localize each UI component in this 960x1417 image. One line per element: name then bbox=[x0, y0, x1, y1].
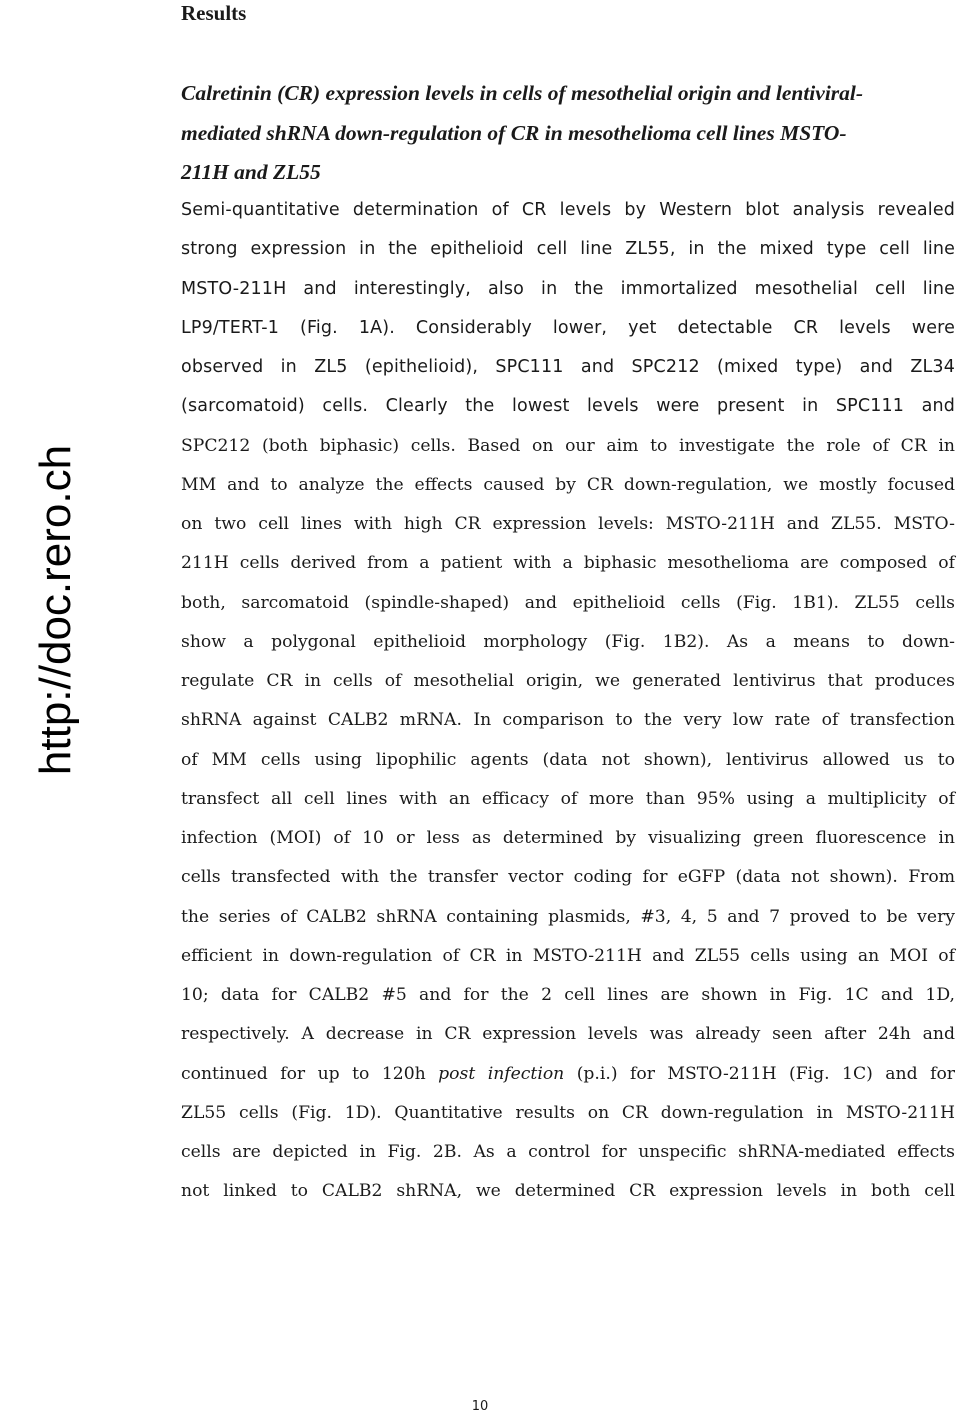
text-line: 10; data for CALB2 #5 and for the 2 cell lines are shown in Fig. 1C and 1D, bbox=[181, 985, 955, 1005]
text-line: 211H cells derived from a patient with a biphasic mesothelioma are composed of bbox=[181, 553, 955, 574]
subsection-heading-line: Calretinin (CR) expression levels in cells of mesothelial origin and lentiviral- bbox=[181, 81, 864, 105]
text-line: of MM cells using lipophilic agents (data not shown), lentivirus allowed us to bbox=[181, 749, 955, 770]
italic-term: post infection bbox=[438, 1063, 565, 1084]
text-segment: (p.i.) for MSTO-211H (Fig. 1C) and for bbox=[564, 1063, 956, 1084]
text-line: (sarcomatoid) cells. Clearly the lowest levels were present in SPC111 and bbox=[181, 396, 955, 417]
text-line: MSTO-211H and interestingly, also in the immortalized mesothelial cell line bbox=[181, 278, 955, 299]
text-line: respectively. A decrease in CR expression levels was already seen after 24h and bbox=[181, 1024, 955, 1045]
text-line: Semi-quantitative determination of CR levels by Western blot analysis revealed bbox=[181, 200, 955, 220]
page-number: 10 bbox=[471, 1399, 489, 1414]
text-line: cells are depicted in Fig. 2B. As a control for unspecific shRNA-mediated effects bbox=[181, 1142, 955, 1162]
watermark-text: http://doc.rero.ch bbox=[31, 444, 80, 776]
text-line: not linked to CALB2 shRNA, we determined CR expression levels in both cell bbox=[181, 1181, 955, 1202]
text-line: both, sarcomatoid (spindle-shaped) and epithelioid cells (Fig. 1B1). ZL55 cells bbox=[181, 592, 955, 613]
text-line: transfect all cell lines with an efficacy of more than 95% using a multiplicity of bbox=[181, 788, 955, 809]
text-segment: continued for up to 120h bbox=[181, 1063, 439, 1084]
text-line bbox=[181, 1055, 955, 1094]
text-line: LP9/TERT-1 (Fig. 1A). Considerably lower, yet detectable CR levels were bbox=[181, 317, 955, 338]
text-line: ZL55 cells (Fig. 1D). Quantitative results on CR down-regulation in MSTO-211H bbox=[181, 1102, 955, 1123]
text-line: MM and to analyze the effects caused by CR down-regulation, we mostly focused bbox=[181, 474, 955, 495]
text-line: shRNA against CALB2 mRNA. In comparison to the very low rate of transfection bbox=[181, 710, 955, 731]
subsection-heading-line: mediated shRNA down-regulation of CR in mesothelioma cell lines MSTO- bbox=[181, 120, 847, 145]
text-line: regulate CR in cells of mesothelial origin, we generated lentivirus that produces bbox=[181, 671, 955, 691]
text-line: observed in ZL5 (epithelioid), SPC111 and SPC212 (mixed type) and ZL34 bbox=[181, 357, 955, 377]
text-line: the series of CALB2 shRNA containing plasmids, #3, 4, 5 and 7 proved to be very bbox=[181, 906, 955, 927]
section-heading: Results bbox=[181, 1, 247, 25]
text-line: SPC212 (both biphasic) cells. Based on our aim to investigate the role of CR in bbox=[181, 435, 955, 456]
body-paragraph bbox=[181, 191, 955, 1212]
text-line: infection (MOI) of 10 or less as determined by visualizing green fluorescence in bbox=[181, 828, 955, 848]
text-line: cells transfected with the transfer vector coding for eGFP (data not shown). From bbox=[181, 867, 955, 888]
subsection-heading bbox=[181, 74, 956, 193]
text-line: on two cell lines with high CR expression levels: MSTO-211H and ZL55. MSTO- bbox=[181, 514, 955, 534]
text-line: efficient in down-regulation of CR in MSTO-211H and ZL55 cells using an MOI of bbox=[181, 945, 955, 966]
text-line: strong expression in the epithelioid cell line ZL55, in the mixed type cell line bbox=[181, 239, 955, 260]
text-line: show a polygonal epithelioid morphology (Fig. 1B2). As a means to down- bbox=[181, 631, 955, 652]
subsection-heading-line: 211H and ZL55 bbox=[181, 160, 321, 184]
